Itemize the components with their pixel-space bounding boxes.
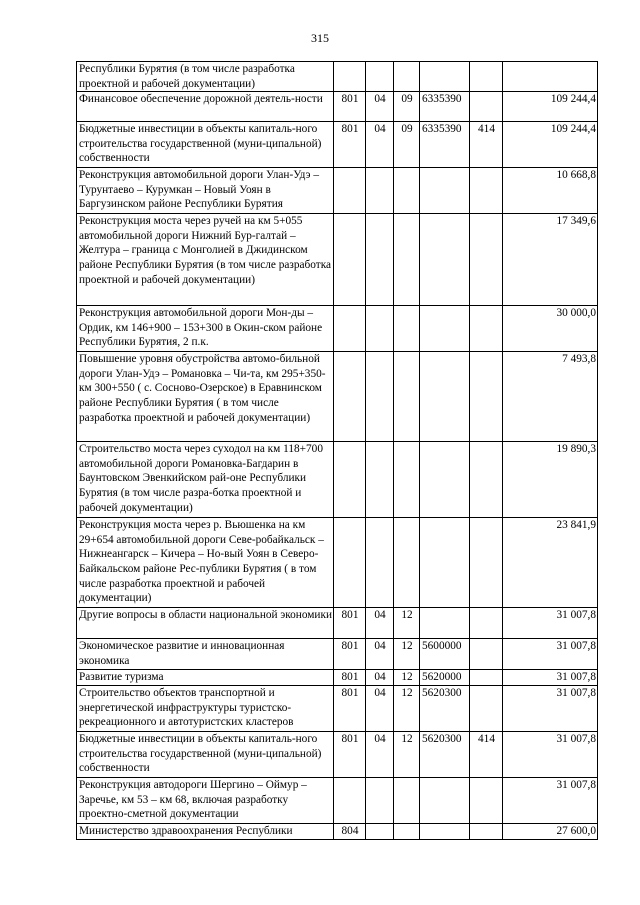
page-number: 315	[311, 31, 329, 45]
subsection-code: 12	[394, 639, 420, 670]
expense-code	[470, 778, 503, 824]
subsection-code	[394, 62, 420, 92]
sum-value: 19 890,3	[503, 442, 598, 518]
row-name: Экономическое развитие и инновационная экономика	[77, 639, 334, 670]
target-code: 5620300	[420, 686, 470, 732]
budget-table	[76, 61, 598, 840]
section-code	[366, 214, 394, 306]
row-name: Другие вопросы в области национальной экономики	[77, 608, 334, 639]
table-row	[77, 122, 598, 168]
row-name: Финансовое обеспечение дорожной деятель-ности	[77, 92, 334, 122]
target-code	[420, 62, 470, 92]
table-row	[77, 62, 598, 92]
table-row	[77, 824, 598, 840]
expense-code	[470, 686, 503, 732]
row-name: Республики Бурятия (в том числе разработка проектной и рабочей документации)	[77, 62, 334, 92]
ministry-code: 801	[334, 608, 366, 639]
section-code: 04	[366, 686, 394, 732]
sum-value: 17 349,6	[503, 214, 598, 306]
expense-code	[470, 824, 503, 840]
section-code: 04	[366, 608, 394, 639]
table-row	[77, 686, 598, 732]
subsection-code: 12	[394, 686, 420, 732]
target-code	[420, 824, 470, 840]
section-code	[366, 306, 394, 352]
subsection-code	[394, 518, 420, 608]
expense-code: 414	[470, 122, 503, 168]
expense-code	[470, 608, 503, 639]
sum-value: 23 841,9	[503, 518, 598, 608]
section-code: 04	[366, 732, 394, 778]
subsection-code: 12	[394, 670, 420, 686]
table-row	[77, 306, 598, 352]
sum-value: 31 007,8	[503, 732, 598, 778]
subsection-code	[394, 824, 420, 840]
target-code	[420, 168, 470, 214]
table-row	[77, 442, 598, 518]
expense-code	[470, 352, 503, 442]
subsection-code	[394, 306, 420, 352]
sum-value: 7 493,8	[503, 352, 598, 442]
target-code	[420, 608, 470, 639]
subsection-code: 12	[394, 732, 420, 778]
target-code: 6335390	[420, 122, 470, 168]
ministry-code	[334, 214, 366, 306]
section-code	[366, 778, 394, 824]
ministry-code	[334, 62, 366, 92]
sum-value: 31 007,8	[503, 608, 598, 639]
sum-value: 27 600,0	[503, 824, 598, 840]
target-code: 5620300	[420, 732, 470, 778]
row-name: Строительство моста через суходол на км 118+700 автомобильной дороги Романовка-Багдарин в Баунтовском Эвенкийском рай-оне Республики Бурятия (в том числе разра-ботка проектной и рабочей документации)	[77, 442, 334, 518]
sum-value: 10 668,8	[503, 168, 598, 214]
table-row	[77, 732, 598, 778]
row-name: Реконструкция автомобильной дороги Мон-ды – Ордик, км 146+900 – 153+300 в Окин-ском районе Республики Бурятия, 2 п.к.	[77, 306, 334, 352]
target-code	[420, 442, 470, 518]
ministry-code: 801	[334, 639, 366, 670]
section-code	[366, 62, 394, 92]
expense-code	[470, 62, 503, 92]
ministry-code	[334, 442, 366, 518]
ministry-code	[334, 518, 366, 608]
subsection-code: 09	[394, 122, 420, 168]
expense-code	[470, 518, 503, 608]
subsection-code	[394, 352, 420, 442]
expense-code	[470, 168, 503, 214]
row-name: Реконструкция автодороги Шергино – Оймур – Заречье, км 53 – км 68, включая разработку проектно-сметной документации	[77, 778, 334, 824]
table-row	[77, 608, 598, 639]
subsection-code	[394, 214, 420, 306]
ministry-code	[334, 306, 366, 352]
row-name: Бюджетные инвестиции в объекты капиталь-ного строительства государственной (муни-ципальной) собственности	[77, 122, 334, 168]
section-code	[366, 352, 394, 442]
target-code	[420, 306, 470, 352]
section-code: 04	[366, 639, 394, 670]
sum-value: 31 007,8	[503, 670, 598, 686]
table-row	[77, 518, 598, 608]
target-code	[420, 518, 470, 608]
table-row	[77, 92, 598, 122]
sum-value: 30 000,0	[503, 306, 598, 352]
sum-value: 31 007,8	[503, 639, 598, 670]
table-row	[77, 778, 598, 824]
subsection-code	[394, 442, 420, 518]
ministry-code: 801	[334, 686, 366, 732]
target-code: 5600000	[420, 639, 470, 670]
row-name: Министерство здравоохранения Республики	[77, 824, 334, 840]
table-row	[77, 670, 598, 686]
target-code: 6335390	[420, 92, 470, 122]
expense-code	[470, 92, 503, 122]
section-code: 04	[366, 670, 394, 686]
subsection-code	[394, 168, 420, 214]
expense-code	[470, 670, 503, 686]
ministry-code: 801	[334, 122, 366, 168]
ministry-code	[334, 352, 366, 442]
row-name: Повышение уровня обустройства автомо-бильной дороги Улан-Удэ – Романовка – Чи-та, км 295+350- км 300+550 ( с. Сосново-Озерское) в Еравнинском районе Республики Бурятия ( в том числе разработка проектной и рабочей документации)	[77, 352, 334, 442]
section-code	[366, 168, 394, 214]
row-name: Реконструкция автомобильной дороги Улан-Удэ – Турунтаево – Курумкан – Новый Уоян в Баргузинском районе Республики Бурятия	[77, 168, 334, 214]
section-code	[366, 442, 394, 518]
ministry-code: 801	[334, 92, 366, 122]
target-code: 5620000	[420, 670, 470, 686]
expense-code: 414	[470, 732, 503, 778]
expense-code	[470, 442, 503, 518]
table-row	[77, 168, 598, 214]
table-row	[77, 639, 598, 670]
row-name: Развитие туризма	[77, 670, 334, 686]
target-code	[420, 352, 470, 442]
row-name: Строительство объектов транспортной и энергетической инфраструктуры туристско-рекреационного и автотуристских кластеров	[77, 686, 334, 732]
row-name: Реконструкция моста через ручей на км 5+055 автомобильной дороги Нижний Бур-галтай – Желтура – граница с Монголией в Джидинском районе Республики Бурятия (в том числе разработка проектной и рабочей документации)	[77, 214, 334, 306]
ministry-code	[334, 778, 366, 824]
table-row	[77, 352, 598, 442]
sum-value: 31 007,8	[503, 778, 598, 824]
row-name: Реконструкция моста через р. Вьюшенка на км 29+654 автомобильной дороги Севе-робайкальск – Нижнеангарск – Кичера – Но-вый Уоян в Северо-Байкальском районе Рес-публики Бурятия ( в том числе разработка проектной и рабочей документации)	[77, 518, 334, 608]
row-name: Бюджетные инвестиции в объекты капиталь-ного строительства государственной (муни-ципальной) собственности	[77, 732, 334, 778]
table-row	[77, 214, 598, 306]
target-code	[420, 214, 470, 306]
subsection-code: 12	[394, 608, 420, 639]
sum-value	[503, 62, 598, 92]
section-code: 04	[366, 122, 394, 168]
sum-value: 109 244,4	[503, 92, 598, 122]
expense-code	[470, 306, 503, 352]
ministry-code: 801	[334, 732, 366, 778]
subsection-code	[394, 778, 420, 824]
expense-code	[470, 214, 503, 306]
ministry-code	[334, 168, 366, 214]
subsection-code: 09	[394, 92, 420, 122]
target-code	[420, 778, 470, 824]
ministry-code: 804	[334, 824, 366, 840]
section-code: 04	[366, 92, 394, 122]
section-code	[366, 824, 394, 840]
expense-code	[470, 639, 503, 670]
ministry-code: 801	[334, 670, 366, 686]
section-code	[366, 518, 394, 608]
sum-value: 109 244,4	[503, 122, 598, 168]
sum-value: 31 007,8	[503, 686, 598, 732]
